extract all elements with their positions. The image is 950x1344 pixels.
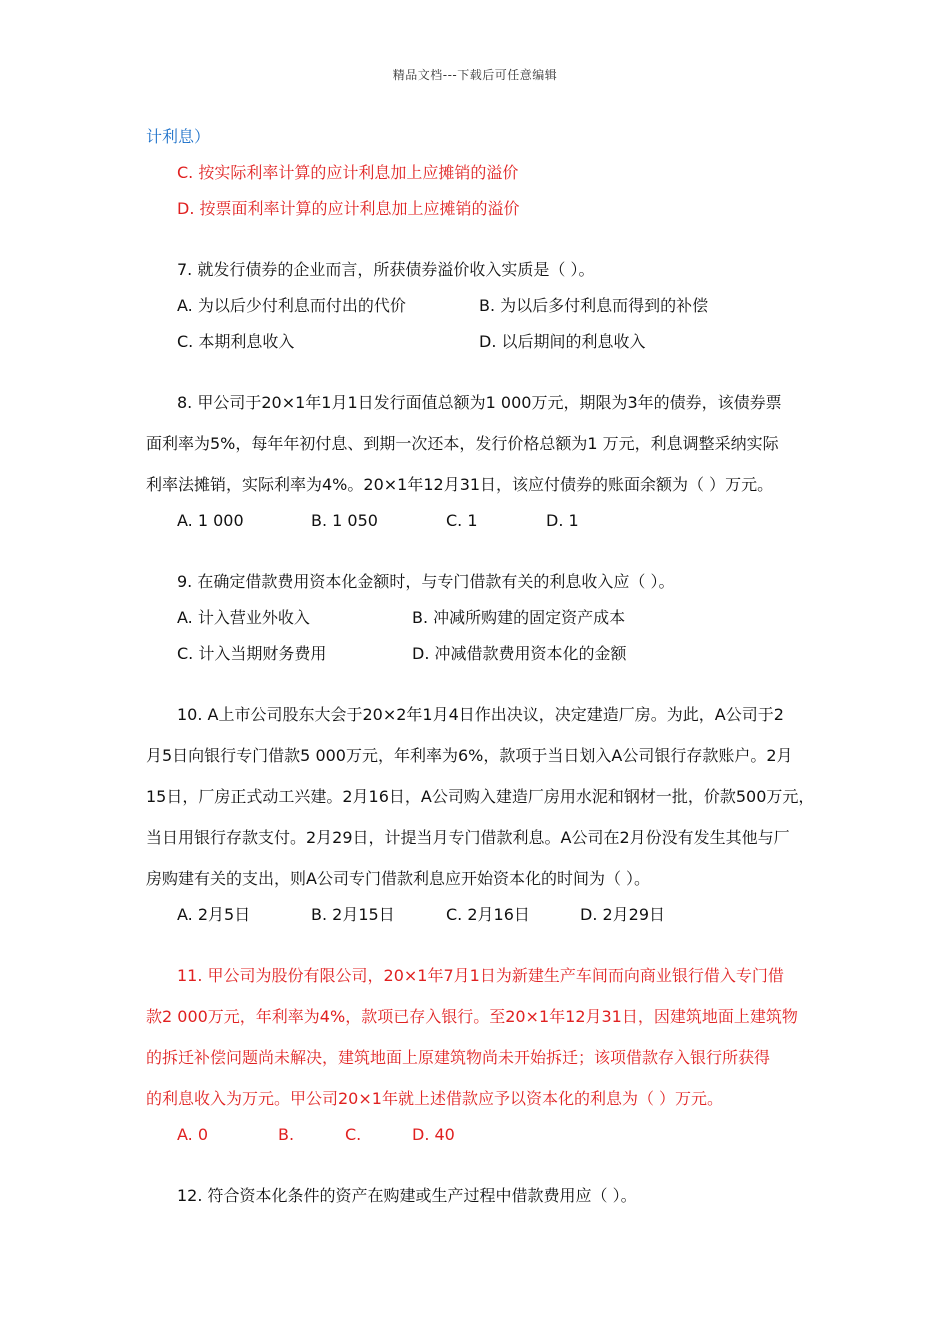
page-header: 精品文档---下载后可任意编辑	[392, 68, 558, 82]
q11-option-a: A. 0	[177, 1125, 209, 1144]
q11-line-3: 的拆迁补偿问题尚未解决，建筑地面上原建筑物尚未开始拆迁；该项借款存入银行所获得	[146, 1048, 771, 1067]
q7-option-b: B. 为以后多付利息而得到的补偿	[479, 296, 709, 315]
q9-option-b: B. 冲减所购建的固定资产成本	[412, 608, 626, 627]
q8-line-3: 利率法摊销，实际利率为4%。20×1年12月31日，该应付债券的账面余额为（ ）万元。	[146, 475, 774, 494]
q8-option-c: C. 1	[446, 511, 478, 530]
q10-line-2: 月5日向银行专门借款5 000万元，年利率为6%，款项于当日划入A公司银行存款账户。2月	[146, 746, 793, 765]
q10-option-b: B. 2月15日	[311, 905, 395, 924]
q9-option-d: D. 冲减借款费用资本化的金额	[412, 644, 627, 663]
q11-line-4: 的利息收入为万元。甲公司20×1年就上述借款应予以资本化的利息为（ ）万元。	[146, 1089, 724, 1108]
q8-line-2: 面利率为5%，每年年初付息、到期一次还本，发行价格总额为1 万元，利息调整采纳实际	[146, 434, 779, 453]
q10-line-4: 当日用银行存款支付。2月29日，计提当月专门借款利息。A公司在2月份没有发生其他与厂	[146, 828, 790, 847]
q7-option-a: A. 为以后少付利息而付出的代价	[177, 296, 406, 315]
q9-option-a: A. 计入营业外收入	[177, 608, 310, 627]
q10-option-a: A. 2月5日	[177, 905, 251, 924]
q10-line-1: 10. A上市公司股东大会于20×2年1月4日作出决议，决定建造厂房。为此，A公司于2	[177, 705, 784, 724]
q8-option-d: D. 1	[546, 511, 579, 530]
q8-option-b: B. 1 050	[311, 511, 378, 530]
prev-option-d: D. 按票面利率计算的应计利息加上应摊销的溢价	[177, 199, 520, 218]
q8-option-a: A. 1 000	[177, 511, 244, 530]
q11-line-2: 款2 000万元，年利率为4%，款项已存入银行。至20×1年12月31日，因建筑地面上建筑物	[146, 1007, 798, 1026]
prev-question-tail: 计利息）	[146, 127, 211, 146]
q9-option-c: C. 计入当期财务费用	[177, 644, 327, 663]
q9-stem: 9. 在确定借款费用资本化金额时，与专门借款有关的利息收入应（ ）。	[177, 572, 675, 591]
q8-line-1: 8. 甲公司于20×1年1月1日发行面值总额为1 000万元，期限为3年的债券，该债券票	[177, 393, 782, 412]
q11-option-b: B.	[278, 1125, 295, 1144]
q7-option-d: D. 以后期间的利息收入	[479, 332, 646, 351]
q12-stem: 12. 符合资本化条件的资产在购建或生产过程中借款费用应（ ）。	[177, 1186, 637, 1205]
q10-line-5: 房购建有关的支出，则A公司专门借款利息应开始资本化的时间为（ ）。	[146, 869, 651, 888]
q11-option-d: D. 40	[412, 1125, 455, 1144]
q10-option-c: C. 2月16日	[446, 905, 530, 924]
q10-line-3: 15日，厂房正式动工兴建。2月16日，A公司购入建造厂房用水泥和钢材一批，价款500万元，	[146, 787, 815, 806]
q11-option-c: C.	[345, 1125, 362, 1144]
q11-line-1: 11. 甲公司为股份有限公司，20×1年7月1日为新建生产车间而向商业银行借入专门借	[177, 966, 784, 985]
q7-option-c: C. 本期利息收入	[177, 332, 295, 351]
q10-option-d: D. 2月29日	[580, 905, 666, 924]
q7-stem: 7. 就发行债券的企业而言，所获债券溢价收入实质是（ ）。	[177, 260, 595, 279]
prev-option-c: C. 按实际利率计算的应计利息加上应摊销的溢价	[177, 163, 519, 182]
